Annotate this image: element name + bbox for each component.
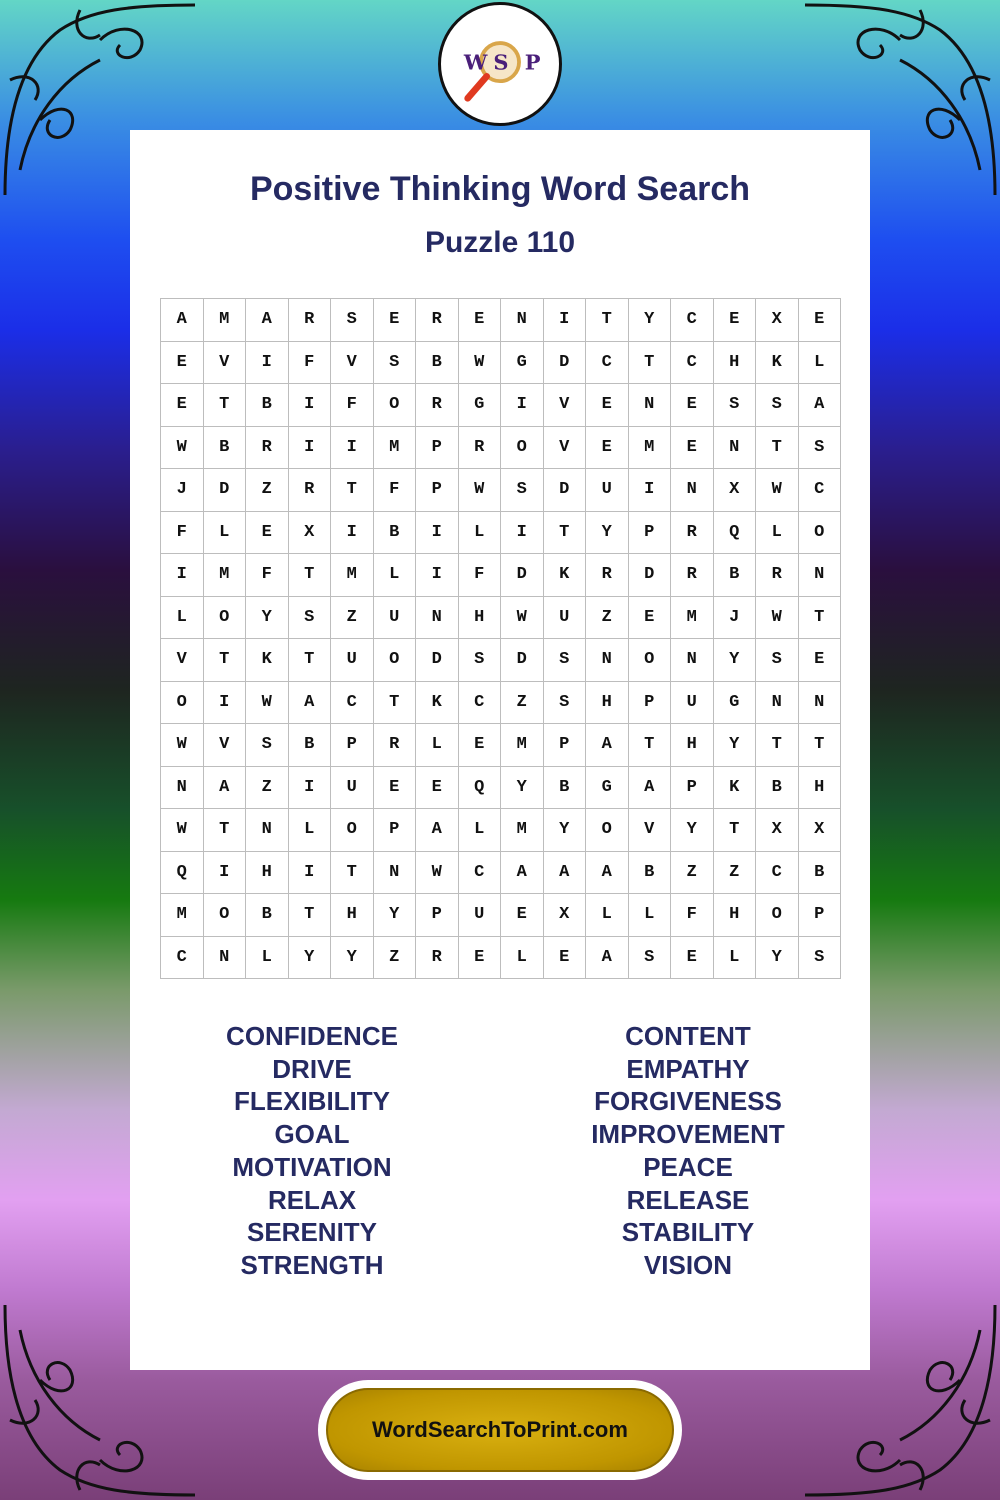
grid-cell[interactable]: A bbox=[799, 384, 842, 427]
grid-cell[interactable]: C bbox=[161, 937, 204, 980]
word-item: DRIVE bbox=[272, 1053, 352, 1084]
grid-cell[interactable]: S bbox=[714, 384, 757, 427]
grid-cell[interactable]: L bbox=[246, 937, 289, 980]
grid-cell[interactable]: H bbox=[799, 767, 842, 810]
grid-cell[interactable]: O bbox=[799, 512, 842, 555]
grid-cell[interactable]: E bbox=[374, 299, 417, 342]
grid-cell[interactable]: C bbox=[756, 852, 799, 895]
grid-cell[interactable]: E bbox=[374, 767, 417, 810]
grid-cell[interactable]: F bbox=[459, 554, 502, 597]
grid-cell[interactable]: S bbox=[501, 469, 544, 512]
grid-cell[interactable]: F bbox=[671, 894, 714, 937]
grid-cell[interactable]: Y bbox=[756, 937, 799, 980]
grid-cell[interactable]: L bbox=[161, 597, 204, 640]
grid-cell[interactable]: S bbox=[544, 639, 587, 682]
grid-cell[interactable]: S bbox=[756, 384, 799, 427]
grid-cell[interactable]: U bbox=[459, 894, 502, 937]
grid-cell[interactable]: B bbox=[544, 767, 587, 810]
grid-cell[interactable]: G bbox=[459, 384, 502, 427]
grid-cell[interactable]: I bbox=[331, 512, 374, 555]
grid-cell[interactable]: T bbox=[374, 682, 417, 725]
grid-cell[interactable]: D bbox=[544, 469, 587, 512]
grid-cell[interactable]: B bbox=[246, 384, 289, 427]
grid-cell[interactable]: I bbox=[501, 512, 544, 555]
footer-badge[interactable] bbox=[318, 1380, 682, 1480]
grid-cell[interactable]: B bbox=[416, 342, 459, 385]
grid-cell[interactable]: T bbox=[331, 469, 374, 512]
grid-cell[interactable]: O bbox=[629, 639, 672, 682]
grid-cell[interactable]: V bbox=[204, 342, 247, 385]
grid-cell[interactable]: A bbox=[204, 767, 247, 810]
grid-cell[interactable]: L bbox=[459, 512, 502, 555]
word-item: RELEASE bbox=[626, 1184, 750, 1215]
grid-cell[interactable]: L bbox=[714, 937, 757, 980]
word-item: STABILITY bbox=[621, 1217, 755, 1248]
word-item: CONTENT bbox=[625, 1021, 751, 1051]
grid-cell[interactable]: U bbox=[331, 767, 374, 810]
grid-cell[interactable]: H bbox=[671, 724, 714, 767]
grid-cell[interactable]: B bbox=[714, 554, 757, 597]
grid-cell[interactable]: Q bbox=[714, 512, 757, 555]
puzzle-card bbox=[130, 130, 870, 1370]
grid-cell[interactable]: I bbox=[289, 767, 332, 810]
grid-cell[interactable]: T bbox=[204, 384, 247, 427]
grid-cell[interactable]: S bbox=[756, 639, 799, 682]
grid-cell[interactable]: F bbox=[289, 342, 332, 385]
grid-cell[interactable]: N bbox=[161, 767, 204, 810]
grid-cell[interactable]: C bbox=[671, 342, 714, 385]
grid-cell[interactable]: M bbox=[204, 554, 247, 597]
grid-cell[interactable]: L bbox=[501, 937, 544, 980]
grid-cell[interactable]: L bbox=[289, 809, 332, 852]
grid-cell[interactable]: A bbox=[629, 767, 672, 810]
grid-cell[interactable]: W bbox=[459, 469, 502, 512]
word-item: EMPATHY bbox=[626, 1053, 750, 1084]
grid-cell[interactable]: Y bbox=[501, 767, 544, 810]
word-item: RELAX bbox=[267, 1184, 357, 1215]
grid-cell[interactable]: Q bbox=[459, 767, 502, 810]
grid-cell[interactable]: N bbox=[246, 809, 289, 852]
grid-cell[interactable]: R bbox=[671, 554, 714, 597]
grid-cell[interactable]: S bbox=[544, 682, 587, 725]
grid-cell[interactable]: A bbox=[161, 299, 204, 342]
grid-cell[interactable]: Z bbox=[501, 682, 544, 725]
word-item: CONFIDENCE bbox=[226, 1021, 398, 1051]
letter-grid bbox=[160, 298, 841, 979]
grid-cell[interactable]: J bbox=[161, 469, 204, 512]
grid-cell[interactable]: T bbox=[799, 597, 842, 640]
grid-cell[interactable]: K bbox=[714, 767, 757, 810]
grid-cell[interactable]: S bbox=[799, 427, 842, 470]
word-item: MOTIVATION bbox=[232, 1151, 392, 1182]
grid-cell[interactable]: F bbox=[331, 384, 374, 427]
grid-cell[interactable]: S bbox=[374, 342, 417, 385]
grid-cell[interactable]: V bbox=[204, 724, 247, 767]
grid-cell[interactable]: D bbox=[204, 469, 247, 512]
grid-cell[interactable]: E bbox=[161, 342, 204, 385]
grid-cell[interactable]: E bbox=[671, 384, 714, 427]
grid-cell[interactable]: G bbox=[501, 342, 544, 385]
grid-cell[interactable]: T bbox=[289, 639, 332, 682]
grid-cell[interactable]: N bbox=[671, 639, 714, 682]
logo-letter-p: P bbox=[524, 49, 541, 75]
grid-cell[interactable]: R bbox=[671, 512, 714, 555]
grid-cell[interactable]: M bbox=[331, 554, 374, 597]
grid-cell[interactable]: W bbox=[756, 597, 799, 640]
grid-cell[interactable]: L bbox=[204, 512, 247, 555]
grid-cell[interactable]: Y bbox=[374, 894, 417, 937]
grid-cell[interactable]: V bbox=[544, 427, 587, 470]
grid-cell[interactable]: R bbox=[289, 299, 332, 342]
grid-cell[interactable]: B bbox=[374, 512, 417, 555]
grid-cell[interactable]: Z bbox=[671, 852, 714, 895]
grid-cell[interactable]: E bbox=[459, 724, 502, 767]
grid-cell[interactable]: R bbox=[756, 554, 799, 597]
grid-cell[interactable]: D bbox=[416, 639, 459, 682]
grid-cell[interactable]: E bbox=[671, 427, 714, 470]
grid-cell[interactable]: V bbox=[544, 384, 587, 427]
grid-cell[interactable]: E bbox=[161, 384, 204, 427]
grid-cell[interactable]: P bbox=[416, 469, 459, 512]
grid-cell[interactable]: M bbox=[501, 724, 544, 767]
grid-cell[interactable]: O bbox=[586, 809, 629, 852]
grid-cell[interactable]: Y bbox=[714, 724, 757, 767]
grid-cell[interactable]: B bbox=[246, 894, 289, 937]
grid-cell[interactable]: I bbox=[416, 512, 459, 555]
grid-cell[interactable]: W bbox=[501, 597, 544, 640]
grid-cell[interactable]: T bbox=[629, 724, 672, 767]
logo-letter-s: S bbox=[493, 49, 509, 75]
grid-cell[interactable]: I bbox=[629, 469, 672, 512]
grid-cell[interactable]: L bbox=[799, 342, 842, 385]
grid-cell[interactable]: B bbox=[204, 427, 247, 470]
grid-cell[interactable]: T bbox=[756, 724, 799, 767]
grid-cell[interactable]: Z bbox=[586, 597, 629, 640]
grid-cell[interactable]: C bbox=[331, 682, 374, 725]
grid-cell[interactable]: Y bbox=[671, 809, 714, 852]
grid-cell[interactable]: H bbox=[459, 597, 502, 640]
grid-cell[interactable]: A bbox=[586, 852, 629, 895]
grid-cell[interactable]: K bbox=[544, 554, 587, 597]
grid-cell[interactable]: Q bbox=[161, 852, 204, 895]
grid-cell[interactable]: L bbox=[756, 512, 799, 555]
grid-cell[interactable]: B bbox=[799, 852, 842, 895]
grid-cell[interactable]: X bbox=[544, 894, 587, 937]
grid-cell[interactable]: I bbox=[161, 554, 204, 597]
grid-cell[interactable]: R bbox=[289, 469, 332, 512]
grid-cell[interactable]: M bbox=[374, 427, 417, 470]
grid-cell[interactable]: S bbox=[331, 299, 374, 342]
grid-cell[interactable]: O bbox=[204, 597, 247, 640]
grid-cell[interactable]: B bbox=[289, 724, 332, 767]
puzzle-number: Puzzle 110 bbox=[424, 226, 576, 259]
word-item: FORGIVENESS bbox=[594, 1086, 782, 1117]
grid-cell[interactable]: K bbox=[416, 682, 459, 725]
grid-cell[interactable]: A bbox=[289, 682, 332, 725]
grid-cell[interactable]: K bbox=[246, 639, 289, 682]
grid-cell[interactable]: O bbox=[374, 384, 417, 427]
grid-cell[interactable]: V bbox=[331, 342, 374, 385]
grid-cell[interactable]: N bbox=[629, 384, 672, 427]
grid-cell[interactable]: E bbox=[246, 512, 289, 555]
grid-cell[interactable]: T bbox=[289, 894, 332, 937]
grid-cell[interactable]: A bbox=[544, 852, 587, 895]
grid-cell[interactable]: T bbox=[289, 554, 332, 597]
grid-cell[interactable]: G bbox=[586, 767, 629, 810]
grid-cell[interactable]: P bbox=[671, 767, 714, 810]
grid-cell[interactable]: H bbox=[714, 342, 757, 385]
grid-cell[interactable]: T bbox=[629, 342, 672, 385]
grid-cell[interactable]: Z bbox=[714, 852, 757, 895]
grid-cell[interactable]: R bbox=[459, 427, 502, 470]
grid-cell[interactable]: Z bbox=[246, 469, 289, 512]
grid-cell[interactable]: N bbox=[586, 639, 629, 682]
grid-cell[interactable]: P bbox=[629, 512, 672, 555]
grid-cell[interactable]: I bbox=[289, 852, 332, 895]
grid-cell[interactable]: M bbox=[204, 299, 247, 342]
grid-cell[interactable]: M bbox=[501, 809, 544, 852]
grid-cell[interactable]: F bbox=[246, 554, 289, 597]
grid-cell[interactable]: T bbox=[756, 427, 799, 470]
grid-cell[interactable]: R bbox=[586, 554, 629, 597]
grid-cell[interactable]: W bbox=[246, 682, 289, 725]
grid-cell[interactable]: K bbox=[756, 342, 799, 385]
grid-cell[interactable]: M bbox=[671, 597, 714, 640]
grid-cell[interactable]: N bbox=[799, 554, 842, 597]
word-item: STRENGTH bbox=[240, 1249, 384, 1280]
grid-cell[interactable]: N bbox=[416, 597, 459, 640]
grid-cell[interactable]: Y bbox=[246, 597, 289, 640]
grid-cell[interactable]: A bbox=[501, 852, 544, 895]
site-link[interactable]: WordSearchToPrint.com bbox=[372, 1417, 628, 1442]
grid-cell[interactable]: M bbox=[161, 894, 204, 937]
grid-cell[interactable]: C bbox=[459, 682, 502, 725]
grid-cell[interactable]: G bbox=[714, 682, 757, 725]
grid-cell[interactable]: P bbox=[629, 682, 672, 725]
grid-cell[interactable]: X bbox=[799, 809, 842, 852]
grid-cell[interactable]: F bbox=[374, 469, 417, 512]
grid-cell[interactable]: I bbox=[204, 852, 247, 895]
grid-cell[interactable]: W bbox=[756, 469, 799, 512]
grid-cell[interactable]: C bbox=[671, 299, 714, 342]
grid-cell[interactable]: B bbox=[756, 767, 799, 810]
grid-cell[interactable]: I bbox=[246, 342, 289, 385]
grid-cell[interactable]: I bbox=[416, 554, 459, 597]
grid-cell[interactable]: W bbox=[459, 342, 502, 385]
grid-cell[interactable]: S bbox=[246, 724, 289, 767]
grid-cell[interactable]: N bbox=[204, 937, 247, 980]
grid-cell[interactable]: N bbox=[501, 299, 544, 342]
grid-cell[interactable]: N bbox=[714, 427, 757, 470]
grid-cell[interactable]: P bbox=[374, 809, 417, 852]
grid-cell[interactable]: T bbox=[204, 809, 247, 852]
grid-cell[interactable]: C bbox=[586, 342, 629, 385]
grid-cell[interactable]: A bbox=[586, 724, 629, 767]
grid-cell[interactable]: M bbox=[629, 427, 672, 470]
grid-cell[interactable]: X bbox=[756, 299, 799, 342]
grid-cell[interactable]: W bbox=[161, 724, 204, 767]
grid-cell[interactable]: X bbox=[289, 512, 332, 555]
grid-cell[interactable]: V bbox=[161, 639, 204, 682]
word-item: PEACE bbox=[643, 1151, 733, 1182]
grid-cell[interactable]: V bbox=[629, 809, 672, 852]
grid-cell[interactable]: L bbox=[586, 894, 629, 937]
word-item: GOAL bbox=[274, 1119, 350, 1150]
grid-cell[interactable]: H bbox=[331, 894, 374, 937]
grid-cell[interactable]: D bbox=[544, 342, 587, 385]
grid-cell[interactable]: O bbox=[756, 894, 799, 937]
grid-cell[interactable]: E bbox=[459, 299, 502, 342]
grid-cell[interactable]: S bbox=[629, 937, 672, 980]
grid-cell[interactable]: E bbox=[671, 937, 714, 980]
grid-cell[interactable]: F bbox=[161, 512, 204, 555]
grid-cell[interactable]: N bbox=[756, 682, 799, 725]
grid-cell[interactable]: U bbox=[586, 469, 629, 512]
grid-cell[interactable]: U bbox=[374, 597, 417, 640]
grid-cell[interactable]: X bbox=[756, 809, 799, 852]
grid-cell[interactable]: T bbox=[799, 724, 842, 767]
wsp-logo[interactable] bbox=[438, 2, 562, 126]
grid-cell[interactable]: S bbox=[459, 639, 502, 682]
grid-cell[interactable]: I bbox=[289, 427, 332, 470]
grid-cell[interactable]: W bbox=[161, 809, 204, 852]
grid-cell[interactable]: U bbox=[331, 639, 374, 682]
word-list-left bbox=[162, 1020, 462, 1282]
grid-cell[interactable]: N bbox=[374, 852, 417, 895]
word-item: FLEXIBILITY bbox=[234, 1086, 390, 1117]
grid-cell[interactable]: Z bbox=[331, 597, 374, 640]
grid-cell[interactable]: E bbox=[629, 597, 672, 640]
grid-cell[interactable]: T bbox=[586, 299, 629, 342]
grid-cell[interactable]: E bbox=[586, 384, 629, 427]
grid-cell[interactable]: E bbox=[799, 639, 842, 682]
logo-letter-w: W bbox=[463, 49, 488, 75]
grid-cell[interactable]: A bbox=[246, 299, 289, 342]
grid-cell[interactable]: W bbox=[161, 427, 204, 470]
grid-cell[interactable]: E bbox=[799, 299, 842, 342]
grid-cell[interactable]: E bbox=[714, 299, 757, 342]
grid-cell[interactable]: I bbox=[204, 682, 247, 725]
grid-cell[interactable]: C bbox=[459, 852, 502, 895]
grid-cell[interactable]: P bbox=[799, 894, 842, 937]
word-item: SERENITY bbox=[246, 1217, 378, 1248]
grid-cell[interactable]: R bbox=[416, 384, 459, 427]
grid-cell[interactable]: L bbox=[416, 724, 459, 767]
grid-cell[interactable]: Y bbox=[629, 299, 672, 342]
grid-cell[interactable]: T bbox=[544, 512, 587, 555]
grid-cell[interactable]: N bbox=[799, 682, 842, 725]
grid-cell[interactable]: Y bbox=[544, 809, 587, 852]
grid-cell[interactable]: A bbox=[586, 937, 629, 980]
grid-cell[interactable]: O bbox=[204, 894, 247, 937]
grid-cell[interactable]: U bbox=[544, 597, 587, 640]
footer-badge-inner[interactable] bbox=[326, 1388, 674, 1472]
grid-cell[interactable]: Z bbox=[246, 767, 289, 810]
grid-cell[interactable]: T bbox=[331, 852, 374, 895]
grid-cell[interactable]: P bbox=[416, 427, 459, 470]
grid-cell[interactable]: I bbox=[544, 299, 587, 342]
grid-cell[interactable]: I bbox=[501, 384, 544, 427]
grid-cell[interactable]: L bbox=[459, 809, 502, 852]
grid-cell[interactable]: D bbox=[501, 554, 544, 597]
grid-cell[interactable]: H bbox=[246, 852, 289, 895]
grid-cell[interactable]: L bbox=[629, 894, 672, 937]
grid-cell[interactable]: J bbox=[714, 597, 757, 640]
grid-cell[interactable]: I bbox=[331, 427, 374, 470]
grid-cell[interactable]: S bbox=[289, 597, 332, 640]
grid-cell[interactable]: T bbox=[204, 639, 247, 682]
grid-cell[interactable]: D bbox=[501, 639, 544, 682]
grid-cell[interactable]: Y bbox=[714, 639, 757, 682]
grid-cell[interactable]: H bbox=[714, 894, 757, 937]
grid-cell[interactable]: E bbox=[544, 937, 587, 980]
grid-cell[interactable]: Y bbox=[289, 937, 332, 980]
grid-cell[interactable]: L bbox=[374, 554, 417, 597]
grid-cell[interactable]: E bbox=[501, 894, 544, 937]
grid-cell[interactable]: N bbox=[671, 469, 714, 512]
grid-cell[interactable]: P bbox=[544, 724, 587, 767]
grid-cell[interactable]: S bbox=[799, 937, 842, 980]
grid-cell[interactable]: E bbox=[586, 427, 629, 470]
grid-cell[interactable]: C bbox=[799, 469, 842, 512]
grid-cell[interactable]: A bbox=[416, 809, 459, 852]
grid-cell[interactable]: R bbox=[416, 937, 459, 980]
grid-cell[interactable]: H bbox=[586, 682, 629, 725]
grid-cell[interactable]: T bbox=[714, 809, 757, 852]
page-title: Positive Thinking Word Search bbox=[249, 170, 751, 208]
grid-cell[interactable]: O bbox=[374, 639, 417, 682]
grid-cell[interactable]: O bbox=[501, 427, 544, 470]
grid-cell[interactable]: O bbox=[161, 682, 204, 725]
grid-cell[interactable]: E bbox=[459, 937, 502, 980]
grid-cell[interactable]: B bbox=[629, 852, 672, 895]
grid-cell[interactable]: E bbox=[416, 767, 459, 810]
grid-cell[interactable]: I bbox=[289, 384, 332, 427]
word-list-right bbox=[538, 1020, 838, 1282]
grid-cell[interactable]: Y bbox=[586, 512, 629, 555]
grid-cell[interactable]: Z bbox=[374, 937, 417, 980]
grid-cell[interactable]: Y bbox=[331, 937, 374, 980]
grid-cell[interactable]: U bbox=[671, 682, 714, 725]
grid-cell[interactable]: O bbox=[331, 809, 374, 852]
word-item: IMPROVEMENT bbox=[591, 1119, 785, 1150]
grid-cell[interactable]: W bbox=[416, 852, 459, 895]
grid-cell[interactable]: P bbox=[416, 894, 459, 937]
grid-cell[interactable]: X bbox=[714, 469, 757, 512]
grid-cell[interactable]: R bbox=[374, 724, 417, 767]
grid-cell[interactable]: R bbox=[416, 299, 459, 342]
grid-cell[interactable]: D bbox=[629, 554, 672, 597]
grid-cell[interactable]: R bbox=[246, 427, 289, 470]
word-item: VISION bbox=[643, 1249, 733, 1280]
grid-cell[interactable]: P bbox=[331, 724, 374, 767]
